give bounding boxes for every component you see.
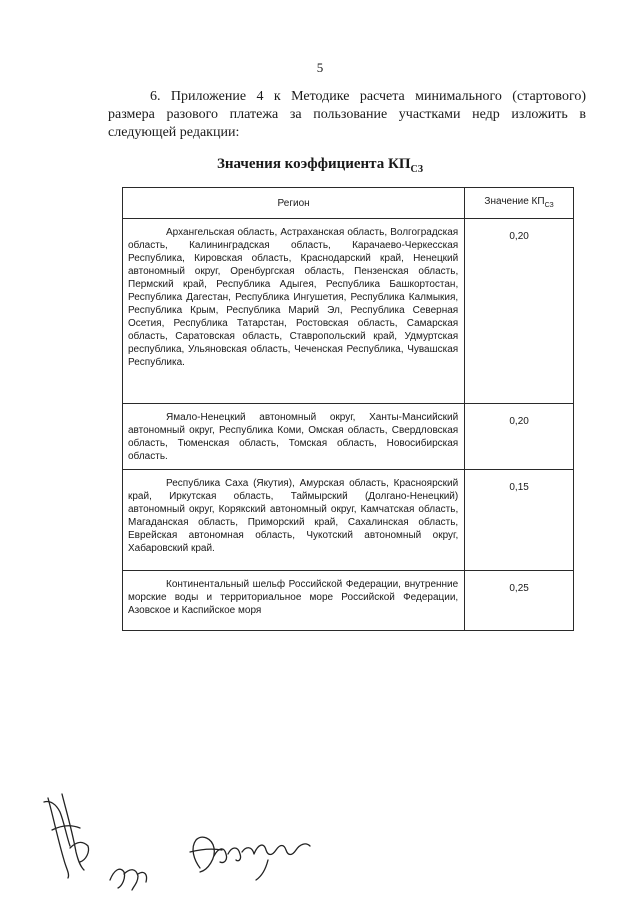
signature-left: [44, 794, 147, 890]
header-region: Регион: [123, 188, 465, 219]
table-title-subscript: СЗ: [410, 164, 424, 175]
value-text: 0,20: [509, 231, 529, 242]
region-text: Республика Саха (Якутия), Амурская область, Красноярский край, Иркутская область, Таймырский (Долгано-Ненецкий) автономный округ, Корякский автономный округ, Камчатская область, Магаданская область, Приморский край, Сахалинская область, Еврейская автономная область, Чукотский автономный округ, Хабаровский край.: [128, 478, 459, 554]
coefficient-table: [122, 187, 574, 631]
value-text: 0,25: [509, 583, 529, 594]
value-cell: [465, 470, 574, 571]
table-title: [0, 156, 640, 175]
table-row: [123, 404, 574, 470]
table-row: [123, 219, 574, 404]
value-cell: [465, 571, 574, 631]
region-cell: [123, 571, 465, 631]
handwritten-signatures: [40, 790, 340, 900]
intro-paragraph: 6. Приложение 4 к Методике расчета минимального (стартового) размера разового платежа за пользование участками недр изложить в следующей редакции:: [108, 89, 586, 140]
signature-right: [190, 837, 310, 880]
header-value-subscript: СЗ: [544, 201, 554, 209]
region-cell: [123, 219, 465, 404]
table-row: [123, 571, 574, 631]
region-text: Архангельская область, Астраханская область, Волгоградская область, Калининградская область, Карачаево-Черкесская Республика, Кировская область, Краснодарский край, Ненецкий автономный округ, Оренбургская область, Пензенская область, Пермский край, Республика Адыгея, Республика Башкортостан, Республика Дагестан, Республика Ингушетия, Республика Калмыкия, Республика Крым, Республика Марий Эл, Республика Северная Осетия, Республика Татарстан, Ростовская область, Самарская область, Саратовская область, Ставропольский край, Удмуртская республика, Ульяновская область, Чеченская Республика, Чувашская Республика.: [128, 227, 459, 368]
table-row: [123, 470, 574, 571]
region-cell: [123, 470, 465, 571]
region-text: Ямало-Ненецкий автономный округ, Ханты-Мансийский автономный округ, Республика Коми, Омская область, Свердловская область, Тюменская область, Томская область, Новосибирская область.: [128, 412, 459, 462]
header-value-main: Значение КП: [484, 195, 545, 207]
value-text: 0,20: [509, 416, 529, 427]
value-text: 0,15: [509, 482, 529, 493]
page-number: 5: [316, 60, 324, 75]
value-cell: [465, 404, 574, 470]
value-cell: [465, 219, 574, 404]
table-title-main: Значения коэффициента КП: [216, 156, 411, 172]
header-value: [465, 188, 574, 219]
region-text: Континентальный шельф Российской Федерации, внутренние морские воды и территориальное море Российской Федерации, Азовское и Каспийское моря: [128, 579, 459, 616]
region-cell: [123, 404, 465, 470]
table-header-row: [123, 188, 574, 219]
